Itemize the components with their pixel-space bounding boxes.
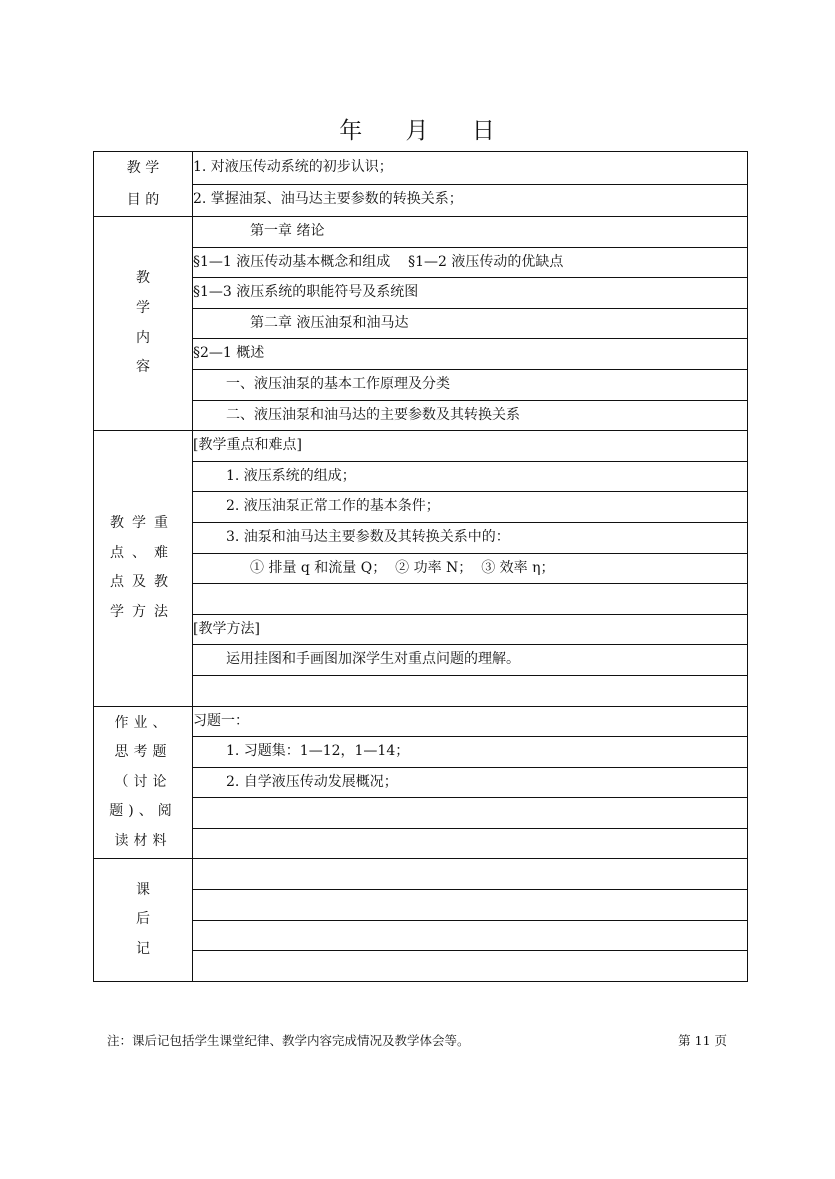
afterword-row: [94, 951, 748, 982]
key-points-row: [94, 553, 748, 584]
content-row: [94, 369, 748, 400]
objective-item: 1. 对液压传动系统的初步认识；: [193, 152, 748, 185]
footer: [107, 1031, 727, 1049]
key-point-item: [193, 584, 748, 615]
afterword-item: [193, 920, 748, 951]
date-day: 日: [471, 118, 496, 144]
homework-row: [94, 706, 748, 737]
content-item: §1—1 液压传动基本概念和组成 §1—2 液压传动的优缺点: [193, 247, 748, 278]
objectives-row: [94, 184, 748, 217]
content-row: [94, 400, 748, 431]
key-point-item: 3. 油泵和油马达主要参数及其转换关系中的：: [193, 522, 748, 553]
homework-row: [94, 737, 748, 768]
homework-row: [94, 798, 748, 829]
content-item: 二、液压油泵和油马达的主要参数及其转换关系: [193, 400, 748, 431]
key-points-row: [94, 614, 748, 645]
content-item: 第一章 绪论: [193, 217, 748, 248]
homework-row: [94, 828, 748, 859]
content-item: 一、液压油泵的基本工作原理及分类: [193, 369, 748, 400]
content-row: [94, 278, 748, 309]
content-label: 教 学 内 容: [94, 217, 193, 431]
content-item: §2—1 概述: [193, 339, 748, 370]
homework-item: 习题一：: [193, 706, 748, 737]
footer-note: 注：课后记包括学生课堂纪律、教学内容完成情况及教学体会等。: [107, 1033, 470, 1048]
afterword-item: [193, 890, 748, 921]
content-row: [94, 339, 748, 370]
objectives-label: 教 学 目 的: [94, 152, 193, 217]
afterword-label: 课 后 记: [94, 859, 193, 981]
afterword-item: [193, 859, 748, 890]
key-points-row: [94, 675, 748, 706]
content-row: [94, 308, 748, 339]
key-points-row: [94, 522, 748, 553]
homework-label: 作业、 思考题 （讨论 题)、阅 读材料: [94, 706, 193, 859]
objective-item: 2. 掌握油泵、油马达主要参数的转换关系；: [193, 184, 748, 217]
key-point-item: 运用挂图和手画图加深学生对重点问题的理解。: [193, 645, 748, 676]
key-point-item: ① 排量 q 和流量 Q； ② 功率 N； ③ 效率 η；: [193, 553, 748, 584]
key-point-item: 2. 液压油泵正常工作的基本条件；: [193, 492, 748, 523]
key-points-row: [94, 461, 748, 492]
date-year: 年: [339, 118, 364, 144]
key-point-item: 1. 液压系统的组成；: [193, 461, 748, 492]
key-points-row: [94, 431, 748, 462]
key-points-row: [94, 645, 748, 676]
afterword-row: [94, 859, 748, 890]
key-point-item: [教学重点和难点]: [193, 431, 748, 462]
afterword-row: [94, 920, 748, 951]
homework-item: 1. 习题集：1—12，1—14；: [193, 737, 748, 768]
key-points-row: [94, 584, 748, 615]
key-points-label: 教学重 点、难 点及教 学方法: [94, 431, 193, 706]
homework-row: [94, 767, 748, 798]
homework-item: [193, 828, 748, 859]
key-point-item: [教学方法]: [193, 614, 748, 645]
key-point-item: [193, 675, 748, 706]
homework-item: [193, 798, 748, 829]
afterword-item: [193, 951, 748, 982]
page-number: 第 11 页: [678, 1033, 727, 1048]
afterword-row: [94, 890, 748, 921]
date-month: 月: [405, 118, 430, 144]
homework-item: 2. 自学液压传动发展概况；: [193, 767, 748, 798]
key-points-row: [94, 492, 748, 523]
content-item: 第二章 液压油泵和油马达: [193, 308, 748, 339]
content-item: §1—3 液压系统的职能符号及系统图: [193, 278, 748, 309]
content-row: [94, 247, 748, 278]
date-line: [0, 112, 835, 145]
lesson-plan-table: [93, 151, 748, 982]
objectives-row: [94, 152, 748, 185]
content-row: [94, 217, 748, 248]
